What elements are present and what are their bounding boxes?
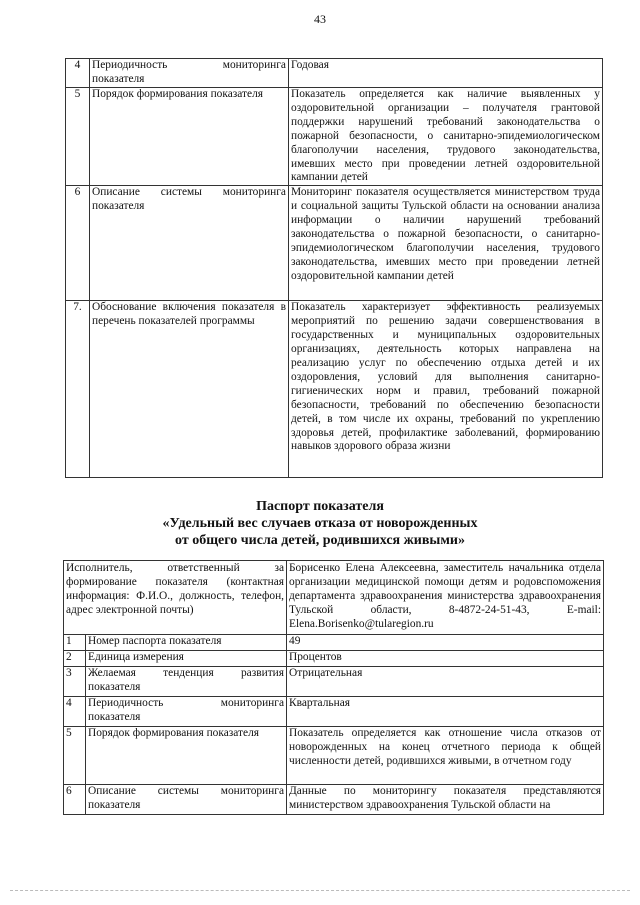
row-number: 1 bbox=[64, 635, 86, 651]
row-label: Порядок формирования показателя bbox=[90, 88, 289, 186]
row-number: 6 bbox=[64, 785, 86, 815]
row-label: Порядок формирования показателя bbox=[86, 727, 287, 785]
table-row bbox=[64, 667, 604, 697]
passport-title-line: от общего числа детей, родившихся живыми» bbox=[175, 533, 465, 548]
table-row bbox=[64, 651, 604, 667]
scan-edge-line bbox=[10, 890, 630, 891]
row-value: Показатель определяется как наличие выявленных у оздоровительной организации – получателя грантовой поддержки нарушений требований законодательства о пожарной безопасности, о санитарно-эпидемиологическом благополучии населения, трудового законодательства, имевших место при проведении летней оздоровительной кампании детей bbox=[289, 88, 603, 186]
row-number: 2 bbox=[64, 651, 86, 667]
row-value: 49 bbox=[287, 635, 604, 651]
row-number: 5 bbox=[66, 88, 90, 186]
row-value: Процентов bbox=[287, 651, 604, 667]
table-row bbox=[66, 301, 603, 478]
row-value: Отрицательная bbox=[287, 667, 604, 697]
row-label: Единица измерения bbox=[86, 651, 287, 667]
passport-title-line: «Удельный вес случаев отказа от новорожденных bbox=[162, 516, 478, 531]
table-row bbox=[64, 785, 604, 815]
row-value: Мониторинг показателя осуществляется министерством труда и социальной защиты Тульской области на основании анализа информации о наличии нарушений требований законодательства о пожарной безопасности, о санитарно-эпидемиологическом благополучии населения, трудового законодательства, имевших место при проведении летней оздоровительной кампании детей bbox=[289, 186, 603, 301]
table-row bbox=[66, 59, 603, 88]
row-value: Квартальная bbox=[287, 697, 604, 727]
row-value: Данные по мониторингу показателя представляются министерством здравоохранения Тульской области на bbox=[287, 785, 604, 815]
row-number: 6 bbox=[66, 186, 90, 301]
executor-value: Борисенко Елена Алексеевна, заместитель начальника отдела организации медицинской помощи детям и родовспоможения департамента здравоохранения министерства здравоохранения Тульской области, 8-4872-24-51-43, E-mail: Elena.Borisenko@tularegion.ru bbox=[287, 561, 604, 635]
row-number: 4 bbox=[64, 697, 86, 727]
row-label: Желаемая тенденция развития показателя bbox=[86, 667, 287, 697]
table-row bbox=[64, 727, 604, 785]
table-row bbox=[66, 88, 603, 186]
executor-row bbox=[64, 561, 604, 635]
table-row bbox=[64, 635, 604, 651]
page-number: 43 bbox=[314, 12, 326, 26]
row-value: Показатель определяется как отношение числа отказов от новорожденных на конец отчетного периода к общей численности детей, родившихся живыми, в отчетном году bbox=[287, 727, 604, 785]
row-number: 7. bbox=[66, 301, 90, 478]
row-label: Периодичность мониторинга показателя bbox=[90, 59, 289, 88]
row-label: Обоснование включения показателя в перечень показателей программы bbox=[90, 301, 289, 478]
executor-label: Исполнитель, ответственный за формирование показателя (контактная информация: Ф.И.О., должность, телефон, адрес электронной почты) bbox=[64, 561, 287, 635]
table-row bbox=[64, 697, 604, 727]
table-row bbox=[66, 186, 603, 301]
row-value: Показатель характеризует эффективность реализуемых мероприятий по решению задачи совершенствования в государственных и муниципальных оздоровительных организациях, деятельность которых направлена на реализацию услуг по обеспечению отдыха детей и их оздоровления, условий для выполнения санитарно-гигиенических норм и правил, требований пожарной безопасности, требований по обеспечению безопасности детей, в том числе их охраны, требований по укреплению здоровья детей, профилактике заболеваний, формированию навыков здорового образа жизни bbox=[289, 301, 603, 478]
row-number: 5 bbox=[64, 727, 86, 785]
row-label: Описание системы мониторинга показателя bbox=[90, 186, 289, 301]
row-label: Номер паспорта показателя bbox=[86, 635, 287, 651]
row-value: Годовая bbox=[289, 59, 603, 88]
row-number: 4 bbox=[66, 59, 90, 88]
row-number: 3 bbox=[64, 667, 86, 697]
passport-title-line: Паспорт показателя bbox=[256, 499, 384, 514]
indicator-table-continued bbox=[65, 58, 603, 478]
row-label: Описание системы мониторинга показателя bbox=[86, 785, 287, 815]
passport-table bbox=[63, 560, 604, 815]
passport-title bbox=[0, 498, 640, 549]
row-label: Периодичность мониторинга показателя bbox=[86, 697, 287, 727]
